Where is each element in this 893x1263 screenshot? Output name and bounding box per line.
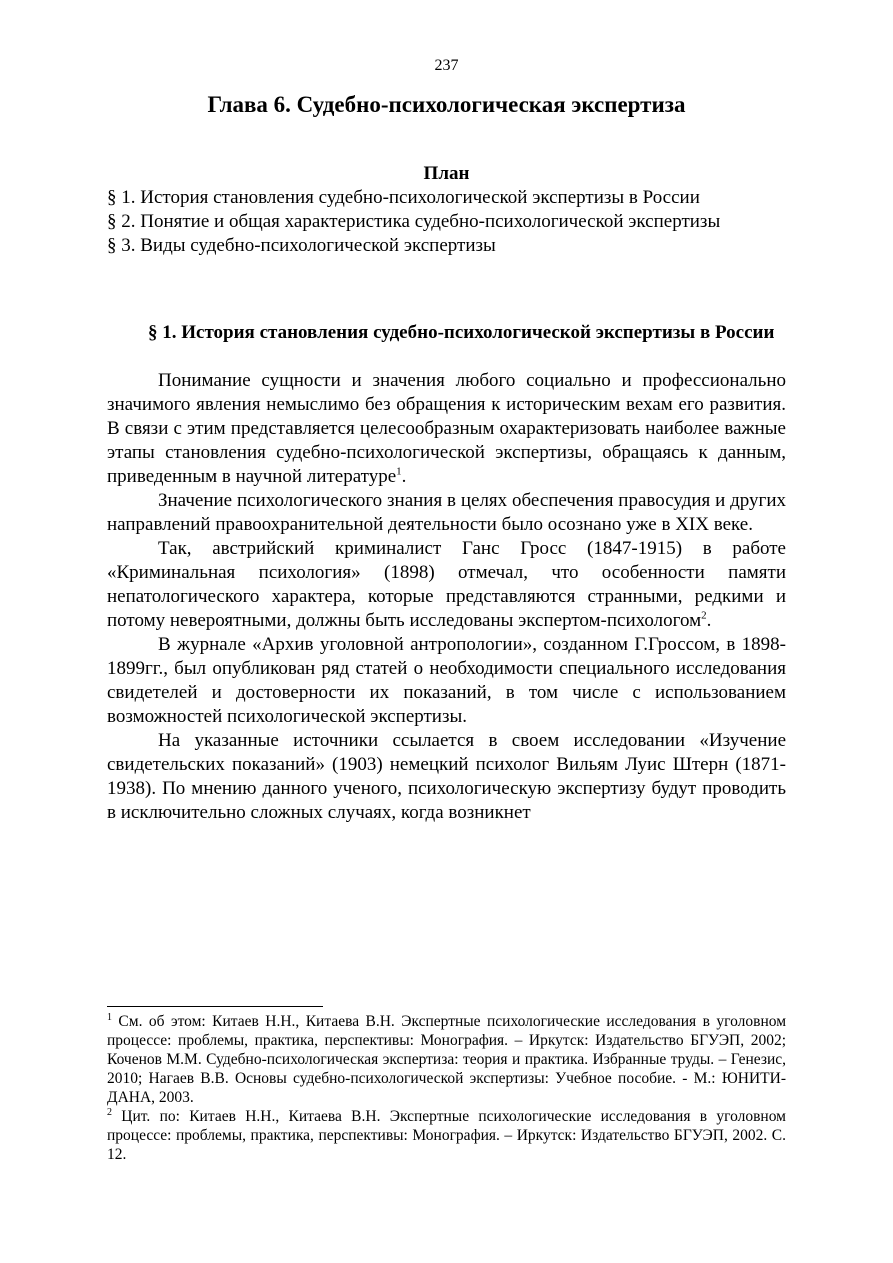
footnote-ref: 1 <box>396 465 402 478</box>
page-content <box>107 90 786 825</box>
footnote-mark: 1 <box>107 1011 112 1023</box>
paragraph-text: Значение психологического знания в целях обеспечения правосудия и других направлений правоохранительной деятельности было осознано уже в XIX веке. <box>107 490 786 535</box>
plan-list <box>107 186 786 258</box>
footnotes <box>107 1012 786 1164</box>
paragraph-text: Понимание сущности и значения любого социально и профессионально значимого явления немыслимо без обращения к историческим вехам его развития. В связи с этим представляется целесообразным охарактеризовать наиболее важные этапы становления судебно-психологической экспертизы, обращаясь к данным, приведенным в научной литературе <box>107 370 786 487</box>
paragraph <box>107 489 786 537</box>
plan-heading: План <box>423 163 470 184</box>
paragraph <box>107 729 786 825</box>
footnote-text: См. об этом: Китаев Н.Н., Китаева В.Н. Экспертные психологические исследования в уголовном процессе: проблемы, практика, перспективы: Монография. – Иркутск: Издательство БГУЭП, 2002; Коченов М.М. Судебно-психологическая экспертиза: теория и практика. Избранные труды. – Генезис, 2010; Нагаев В.В. Основы судебно-психологической экспертизы: Учебное пособие. - М.: ЮНИТИ-ДАНА, 2003. <box>107 1013 786 1106</box>
paragraph-text: На указанные источники ссылается в своем исследовании «Изучение свидетельских показаний» (1903) немецкий психолог Вильям Луис Штерн (1871-1938). По мнению данного ученого, психологическую экспертизу будут проводить в исключительно сложных случаях, когда возникнет <box>107 730 786 823</box>
plan-item: § 3. Виды судебно-психологической экспертизы <box>107 235 496 256</box>
section-body <box>107 369 786 825</box>
paragraph-tail: . <box>706 610 712 631</box>
footnote <box>107 1107 786 1164</box>
plan-item: § 1. История становления судебно-психологической экспертизы в России <box>107 187 700 208</box>
footnote-divider <box>107 1006 323 1007</box>
paragraph-text: Так, австрийский криминалист Ганс Гросс (1847-1915) в работе «Криминальная психология» (1898) отмечал, что особенности памяти непатологического характера, которые представляются странными, редкими и потому невероятными, должны быть исследованы экспертом-психологом <box>107 538 786 631</box>
footnote-mark: 2 <box>107 1106 112 1118</box>
plan-item: § 2. Понятие и общая характеристика судебно-психологической экспертизы <box>107 211 721 232</box>
paragraph <box>107 633 786 729</box>
paragraph <box>107 369 786 489</box>
footnote-ref: 2 <box>701 609 707 622</box>
footnote-text: Цит. по: Китаев Н.Н., Китаева В.Н. Экспертные психологические исследования в уголовном процессе: проблемы, практика, перспективы: Монография. – Иркутск: Издательство БГУЭП, 2002. С. 12. <box>107 1108 786 1163</box>
paragraph <box>107 537 786 633</box>
paragraph-tail: . <box>401 466 407 487</box>
section-heading: § 1. История становления судебно-психологической экспертизы в России <box>148 322 775 343</box>
chapter-title: Глава 6. Судебно-психологическая экспертиза <box>207 92 686 117</box>
paragraph-text: В журнале «Архив уголовной антропологии», созданном Г.Гроссом, в 1898-1899гг., был опубликован ряд статей о необходимости специального исследования свидетелей и достоверности их показаний, в том числе с использованием возможностей психологической экспертизы. <box>107 634 786 727</box>
footnote <box>107 1012 786 1107</box>
page-number: 237 <box>434 57 459 74</box>
